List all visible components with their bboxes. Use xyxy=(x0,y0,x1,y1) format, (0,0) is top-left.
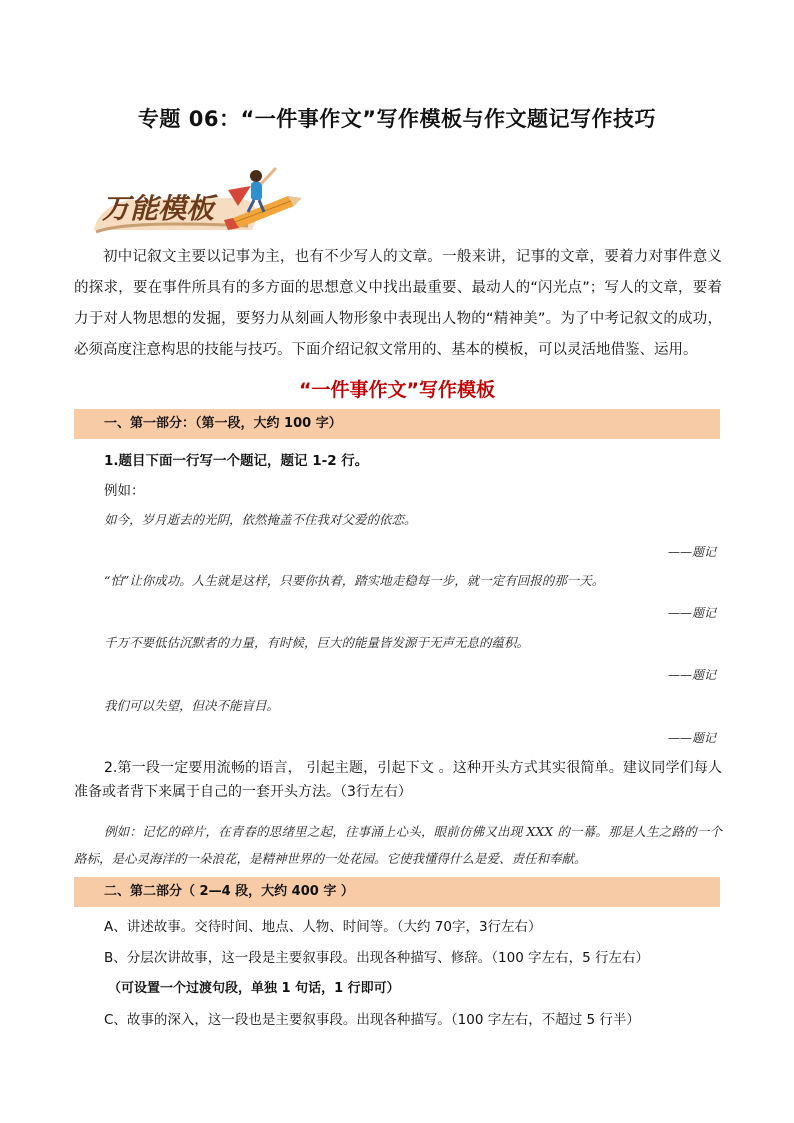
quote-4-signature: ——题记 xyxy=(667,731,716,745)
example-label: 例如： xyxy=(104,483,145,499)
part2-item-a: A、讲述故事。交待时间、地点、人物、时间等。（大约 70字，3行左右） xyxy=(104,919,542,935)
part1-header: 一、第一部分：（第一段，大约 100 字） xyxy=(74,409,720,439)
part2-note: （可设置一个过渡句段，单独 1 句话，1 行即可） xyxy=(108,981,400,996)
document-title: 专题 06：“一件事作文”写作模板与作文题记写作技巧 xyxy=(137,107,657,131)
quote-3-signature: ——题记 xyxy=(667,668,716,682)
part1-example2: 例如：记忆的碎片，在青春的思绪里之起，往事涌上心头，眼前仿佛又出现 XXX 的一幕。那是人生之路的一个路标，是心灵海洋的一朵浪花，是精神世界的一处花园。它使我懂得什么是爱、责任和奉献。 xyxy=(74,824,722,866)
part2-header: 二、第二部分（ 2—4 段，大约 400 字 ） xyxy=(74,877,720,907)
section-title: “一件事作文”写作模板 xyxy=(299,379,495,401)
part2-item-c: C、故事的深入，这一段也是主要叙事段。出现各种描写。（100 字左右，不超过 5 行半） xyxy=(104,1012,640,1028)
banner-text: 万能模板 xyxy=(102,192,215,225)
quote-2-signature: ——题记 xyxy=(667,606,716,620)
quote-1-signature: ——题记 xyxy=(667,545,716,559)
part1-point1: 1.题目下面一行写一个题记，题记 1-2 行。 xyxy=(104,453,369,469)
part1-point2: 2.第一段一定要用流畅的语言， 引起主题，引起下文 。这种开头方式其实很简单。建议同学们每人准备或者背下来属于自己的一套开头方法。（3行左右） xyxy=(74,760,722,800)
banner-illustration xyxy=(88,160,328,240)
quote-4: 我们可以失望，但决不能盲目。 xyxy=(104,698,280,713)
intro-paragraph: 初中记叙文主要以记事为主，也有不少写人的文章。一般来讲，记事的文章，要着力对事件意义的探求，要在事件所具有的多方面的思想意义中找出最重要、最动人的“闪光点”；写人的文章，要着力于对人物思想的发掘，要努力从刻画人物形象中表现出人物的“精神美”。为了中考记叙文的成功，必须高度注意构思的技能与技巧。下面介绍记叙文常用的、基本的模板，可以灵活地借鉴、运用。 xyxy=(74,249,722,358)
quote-3: 千万不要低估沉默者的力量，有时候，巨大的能量皆发源于无声无息的蕴积。 xyxy=(104,635,530,650)
quote-2: “怕”让你成功。人生就是这样，只要你执着，踏实地走稳每一步，就一定有回报的那一天。 xyxy=(104,573,605,588)
quote-1: 如今，岁月逝去的光阴，依然掩盖不住我对父爱的依恋。 xyxy=(104,512,417,527)
part2-item-b: B、分层次讲故事，这一段是主要叙事段。出现各种描写、修辞。（100 字左右，5 行左右） xyxy=(104,950,649,966)
